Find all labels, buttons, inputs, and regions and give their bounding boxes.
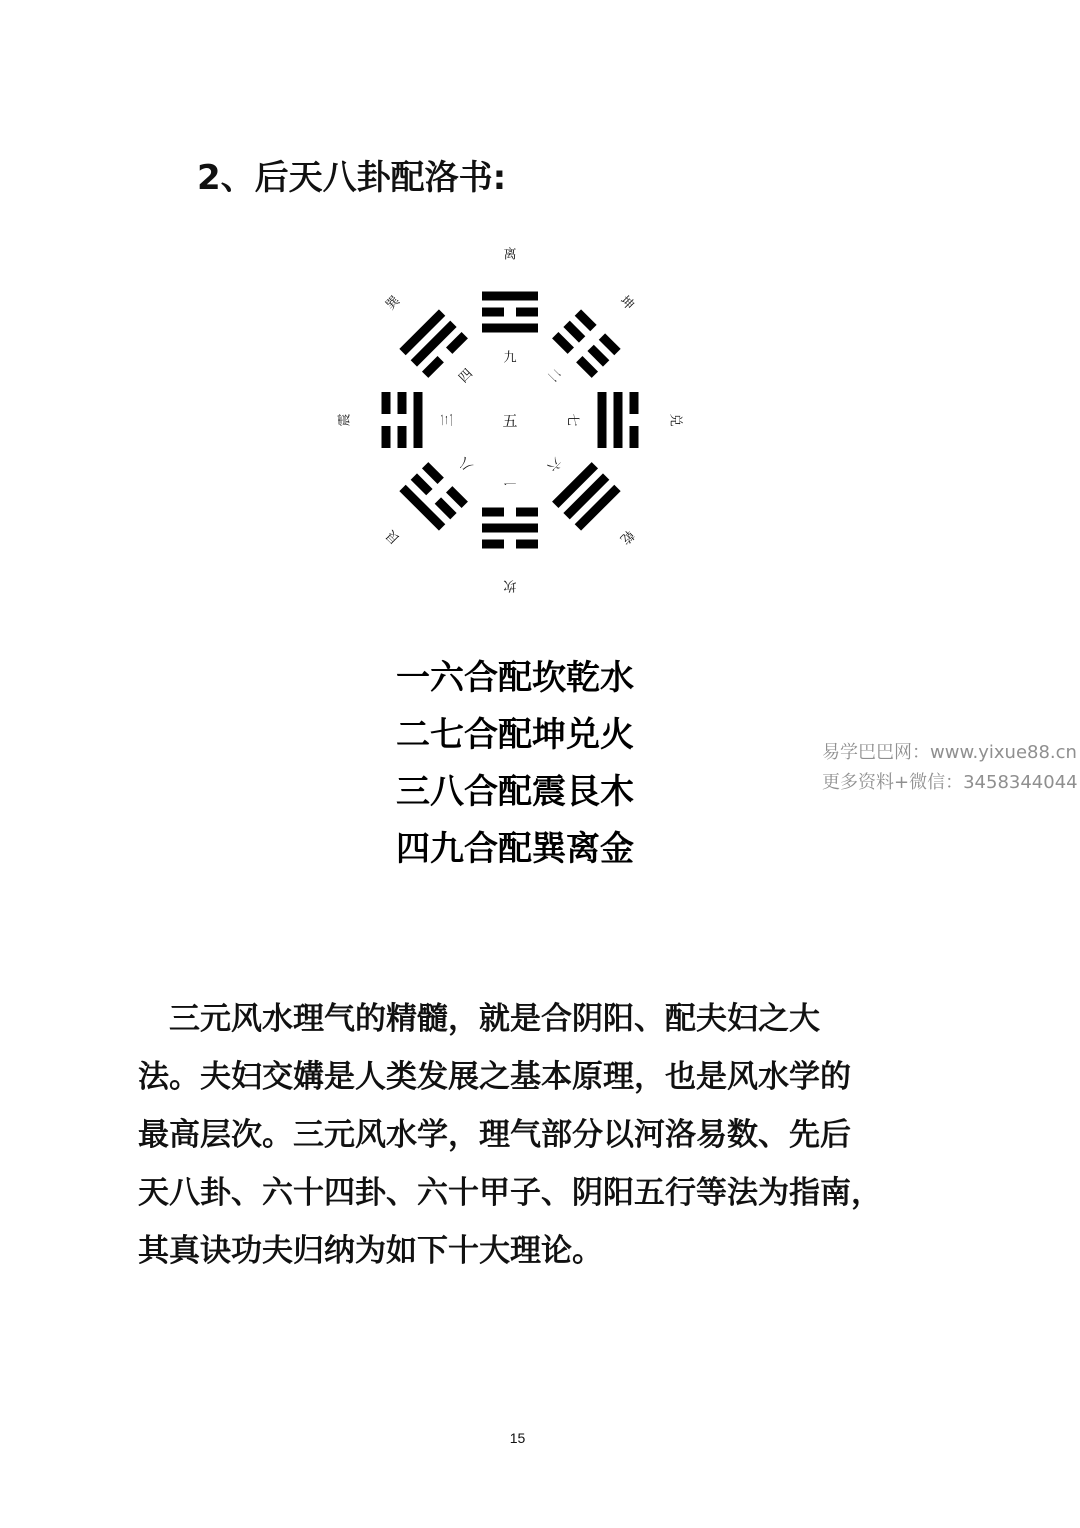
yang-line [411,321,457,367]
yin-line-segment [482,508,504,517]
yang-line [482,524,538,533]
trigram-name: 巽 [383,293,404,314]
trigram-number: 四 [456,366,477,387]
yin-line-segment [587,345,609,367]
yin-line-segment [422,356,444,378]
trigram-6 [399,462,468,531]
yang-line [614,392,623,448]
combination-line: 四九合配巽离金 [396,829,634,869]
watermark-contact: 更多资料+微信：3458344044 [822,772,1078,793]
trigram-2 [552,309,621,378]
combination-line: 三八合配震艮木 [396,772,634,812]
trigram-8 [399,309,468,378]
trigram-number: 九 [503,350,517,366]
combination-list [396,650,634,878]
yin-line-segment [446,332,468,354]
combination-line: 二七合配坤兑火 [396,715,634,755]
yang-line [598,392,607,448]
yin-line-segment [382,426,391,448]
yin-line-segment [516,540,538,549]
yin-line-segment [411,473,433,495]
trigram-number: 二 [543,366,564,387]
yin-line-segment [482,308,504,317]
yin-line-segment [422,462,444,484]
trigram-name: 兑 [667,413,683,427]
trigram-5 [482,508,538,549]
body-paragraph [138,990,898,1280]
yin-line-segment [630,426,639,448]
trigram-name: 乾 [616,526,637,547]
trigram-number: 六 [543,453,564,474]
trigram-name: 震 [337,413,353,427]
trigram-7 [382,392,423,448]
trigram-4 [552,462,621,531]
yang-line [575,485,621,531]
page-number: 15 [509,1430,526,1446]
yin-line-segment [576,356,598,378]
trigram-3 [598,392,639,448]
yin-line-segment [382,392,391,414]
yin-line-segment [398,392,407,414]
yin-line-segment [516,308,538,317]
yang-line [482,324,538,333]
yin-line-segment [482,540,504,549]
trigram-name: 艮 [383,526,404,547]
yin-line-segment [563,321,585,343]
paragraph-line: 三元风水理气的精髓，就是合阴阳、配夫妇之大 [138,1001,820,1037]
trigram-name: 离 [503,247,517,263]
trigram-number: 一 [503,474,517,490]
paragraph-line: 最高层次。三元风水学，理气部分以河洛易数、先后 [138,1117,851,1153]
trigram-name: 坎 [503,577,517,593]
trigram-number: 三 [440,413,456,427]
yin-line-segment [446,486,468,508]
trigram-number: 七 [564,413,580,427]
trigram-name: 坤 [616,293,637,314]
yin-line-segment [398,426,407,448]
paragraph-line: 法。夫妇交媾是人类发展之基本原理，也是风水学的 [138,1059,851,1095]
yin-line-segment [552,332,574,354]
watermark-site: 易学巴巴网：www.yixue88.cn [822,742,1077,763]
yin-line-segment [630,392,639,414]
yang-line [482,292,538,301]
paragraph-line: 其真诀功夫归纳为如下十大理论。 [138,1233,603,1269]
yin-line-segment [575,309,597,331]
combination-line: 一六合配坎乾水 [396,658,634,698]
yang-line [414,392,423,448]
paragraph-line: 天八卦、六十四卦、六十甲子、阴阳五行等法为指南， [138,1175,882,1211]
center-number: 五 [502,412,518,430]
watermark [822,738,1078,798]
yin-line-segment [516,508,538,517]
yang-line [399,309,445,355]
trigram-1 [482,292,538,333]
yang-line [399,485,445,531]
trigram-number: 八 [456,453,477,474]
yin-line-segment [599,333,621,355]
yang-line [563,473,609,519]
section-heading: 2、后天八卦配洛书: [197,158,507,198]
yin-line-segment [435,497,457,519]
later-heaven-bagua-diagram [320,235,700,595]
